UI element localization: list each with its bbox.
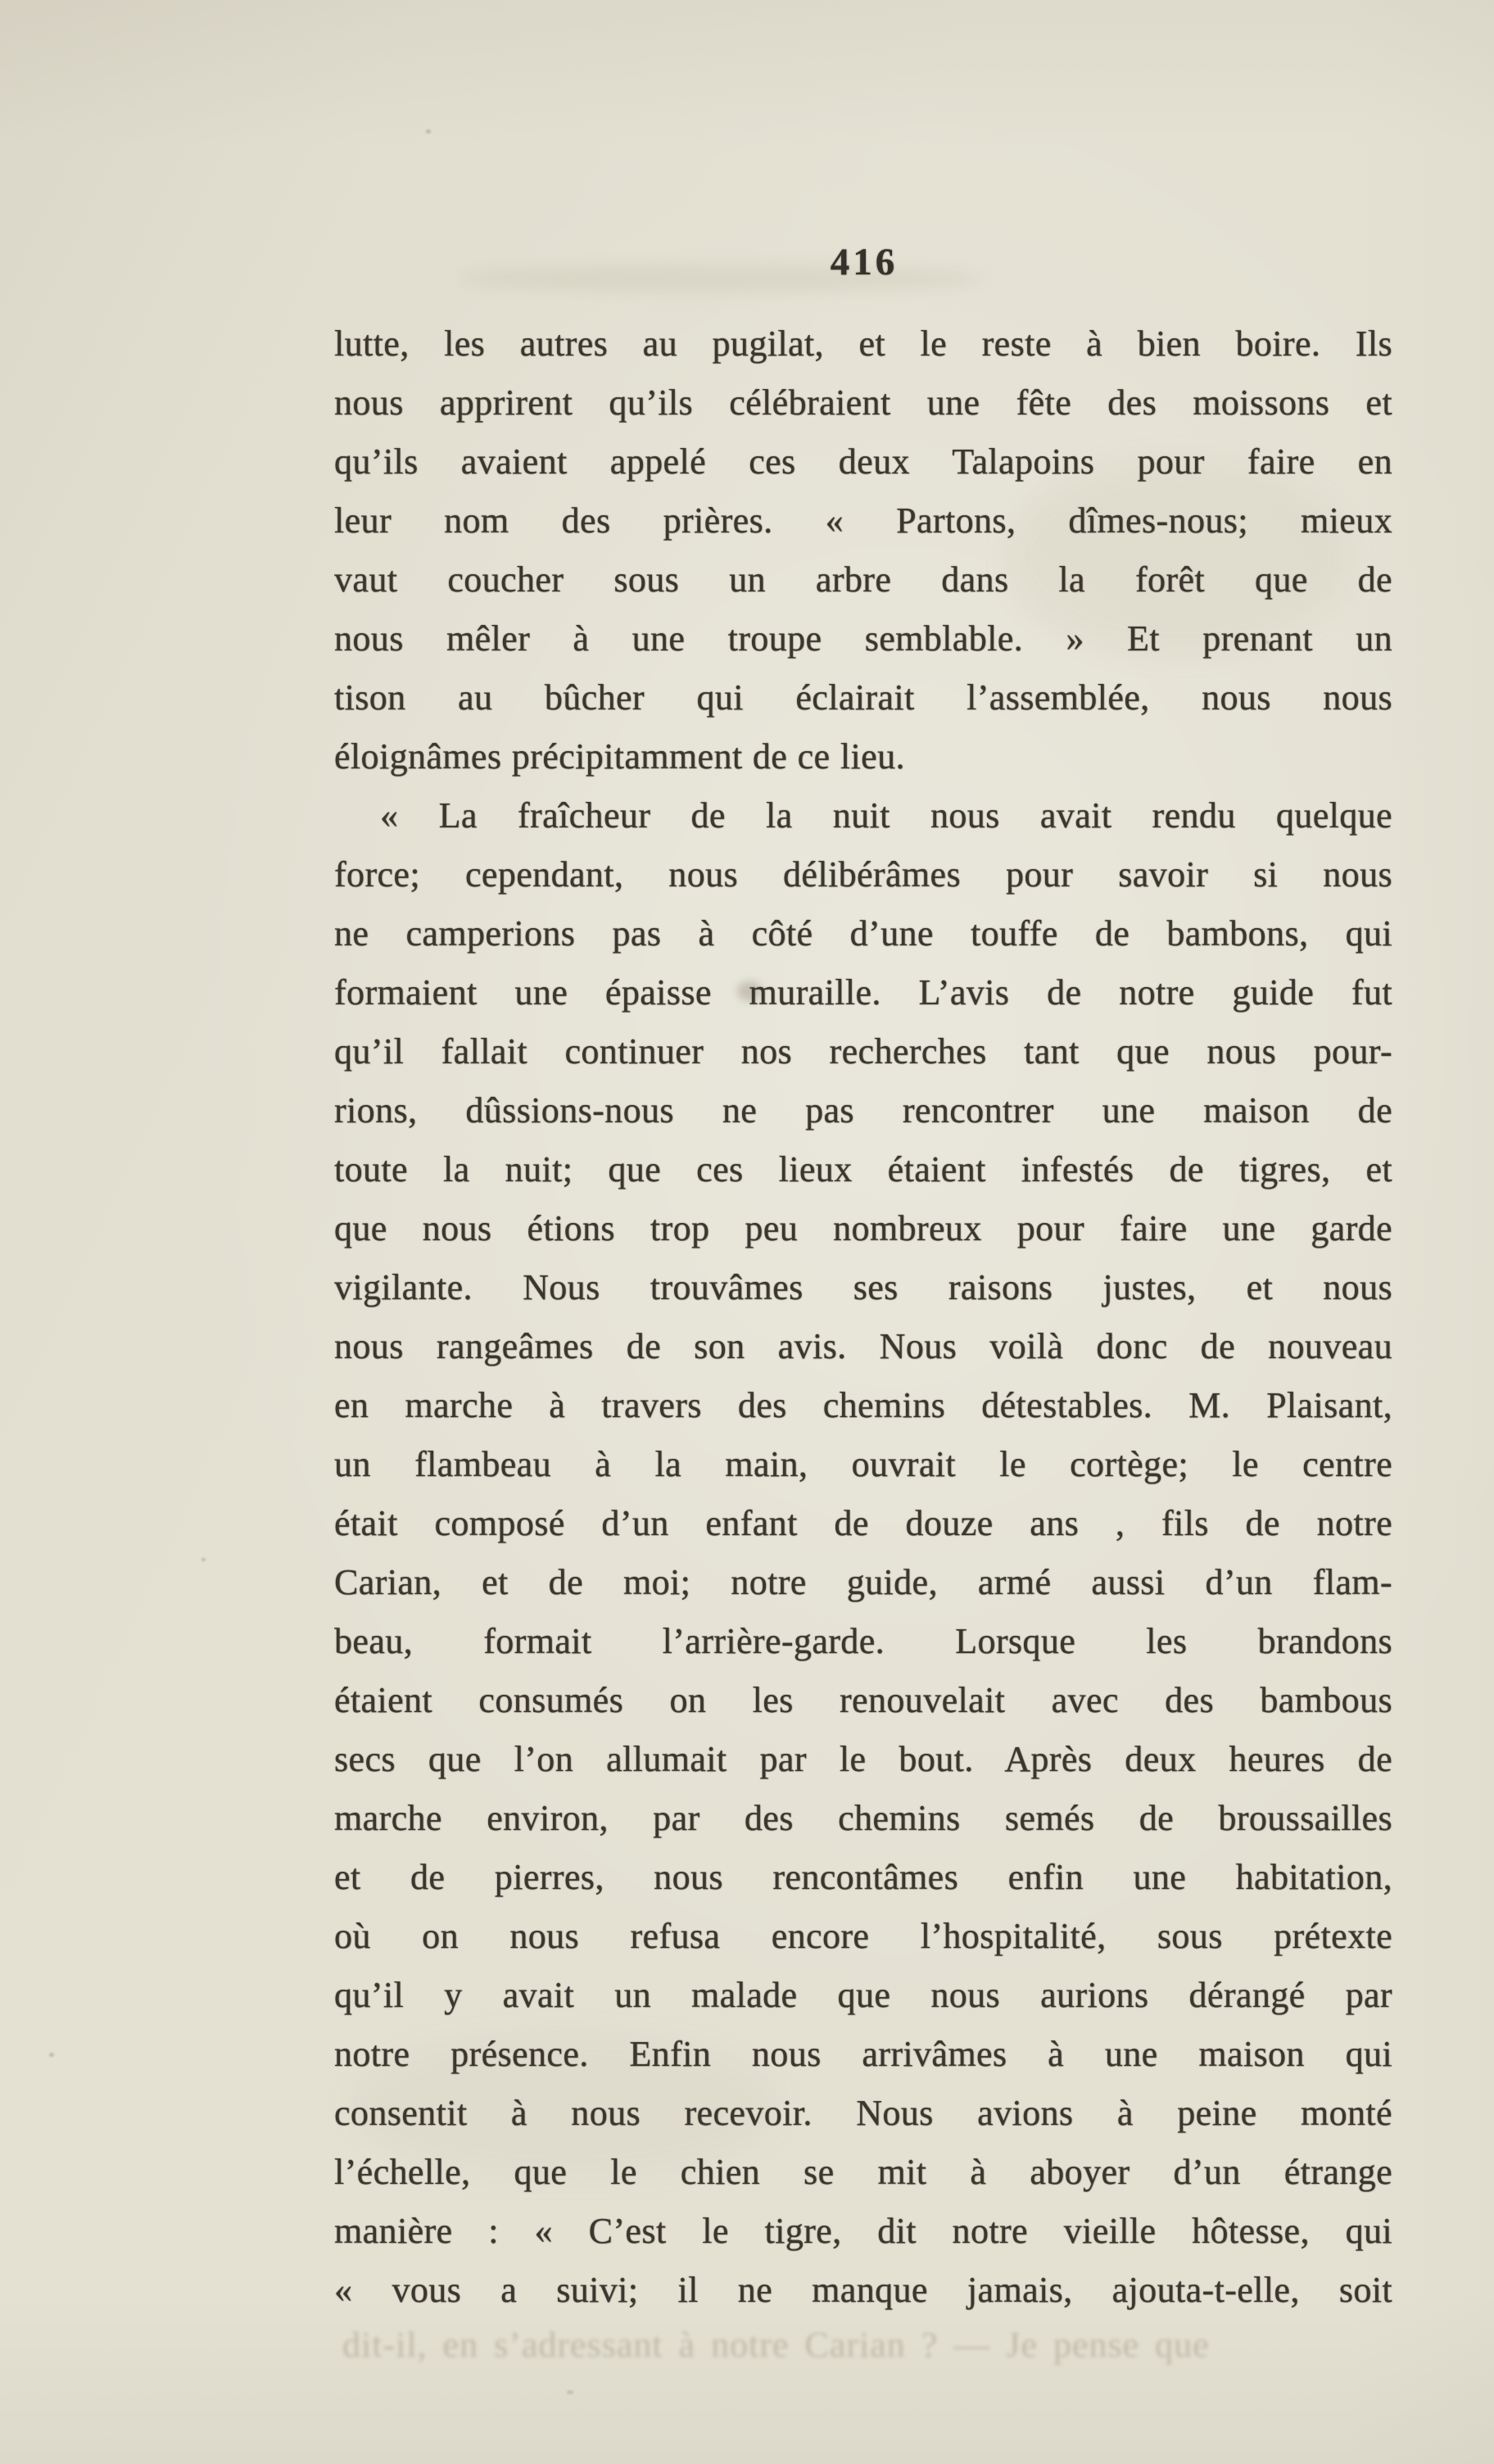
text-line: qu’ils avaient appelé ces deux Talapoins pour faire en: [334, 442, 1392, 482]
text-line: ne camperions pas à côté d’une touffe de bambons, qui: [334, 913, 1392, 953]
text-line: leur nom des prières. « Partons, dîmes-nous; mieux: [334, 500, 1392, 541]
paper-speck: [49, 2053, 54, 2057]
text-line: que nous étions trop peu nombreux pour faire une garde: [334, 1208, 1392, 1248]
text-line: étaient consumés on les renouvelait avec des bambous: [334, 1680, 1392, 1720]
text-line: nous mêler à une troupe semblable. » Et prenant un: [334, 618, 1392, 659]
bleedthrough-ghost-text: dit-il, en s’adressant à notre Carian ? — Je pense que: [342, 2325, 1210, 2365]
text-line: formaient une épaisse muraille. L’avis de notre guide fut: [334, 972, 1392, 1012]
text-line: lutte, les autres au pugilat, et le reste à bien boire. Ils: [334, 324, 1392, 364]
page-number: 416: [830, 241, 899, 283]
text-line-paragraph-start: « La fraîcheur de la nuit nous avait rendu quelque: [380, 795, 1392, 836]
text-line: rions, dûssions-nous ne pas rencontrer une maison de: [334, 1090, 1392, 1130]
paper-speck: [426, 129, 431, 134]
text-line: vigilante. Nous trouvâmes ses raisons justes, et nous: [334, 1267, 1392, 1307]
paper-speck: [201, 1558, 206, 1561]
text-line: vaut coucher sous un arbre dans la forêt que de: [334, 559, 1392, 600]
text-line: Carian, et de moi; notre guide, armé aussi d’un flam-: [334, 1562, 1392, 1602]
text-line: nous apprirent qu’ils célébraient une fête des moissons et: [334, 383, 1392, 423]
text-line: manière : « C’est le tigre, dit notre vieille hôtesse, qui: [334, 2211, 1392, 2251]
text-line: consentit à nous recevoir. Nous avions à peine monté: [334, 2093, 1392, 2133]
text-line: notre présence. Enfin nous arrivâmes à une maison qui: [334, 2034, 1392, 2074]
text-line: secs que l’on allumait par le bout. Après deux heures de: [334, 1739, 1392, 1779]
body-text-block: [334, 315, 1392, 2320]
text-line: toute la nuit; que ces lieux étaient infestés de tigres, et: [334, 1149, 1392, 1189]
text-line: qu’il fallait continuer nos recherches tant que nous pour-: [334, 1031, 1392, 1071]
text-line: était composé d’un enfant de douze ans , fils de notre: [334, 1503, 1392, 1543]
text-line: « vous a suivi; il ne manque jamais, ajouta-t-elle, soit: [334, 2270, 1392, 2310]
text-line: marche environ, par des chemins semés de broussailles: [334, 1798, 1392, 1838]
text-line: tison au bûcher qui éclairait l’assemblée, nous nous: [334, 677, 1392, 718]
text-line-paragraph-end: éloignâmes précipitamment de ce lieu.: [334, 736, 905, 777]
text-line: qu’il y avait un malade que nous aurions dérangé par: [334, 1975, 1392, 2015]
text-line: force; cependant, nous délibérâmes pour savoir si nous: [334, 854, 1392, 895]
text-line: un flambeau à la main, ouvrait le cortège; le centre: [334, 1444, 1392, 1484]
text-line: beau, formait l’arrière-garde. Lorsque les brandons: [334, 1621, 1392, 1661]
text-line: nous rangeâmes de son avis. Nous voilà donc de nouveau: [334, 1326, 1392, 1366]
text-line: où on nous refusa encore l’hospitalité, sous prétexte: [334, 1916, 1392, 1956]
text-line: l’échelle, que le chien se mit à aboyer d’un étrange: [334, 2152, 1392, 2192]
text-line: et de pierres, nous rencontâmes enfin une habitation,: [334, 1857, 1392, 1897]
text-line: en marche à travers des chemins détestables. M. Plaisant,: [334, 1385, 1392, 1425]
paper-speck: [567, 2390, 573, 2394]
